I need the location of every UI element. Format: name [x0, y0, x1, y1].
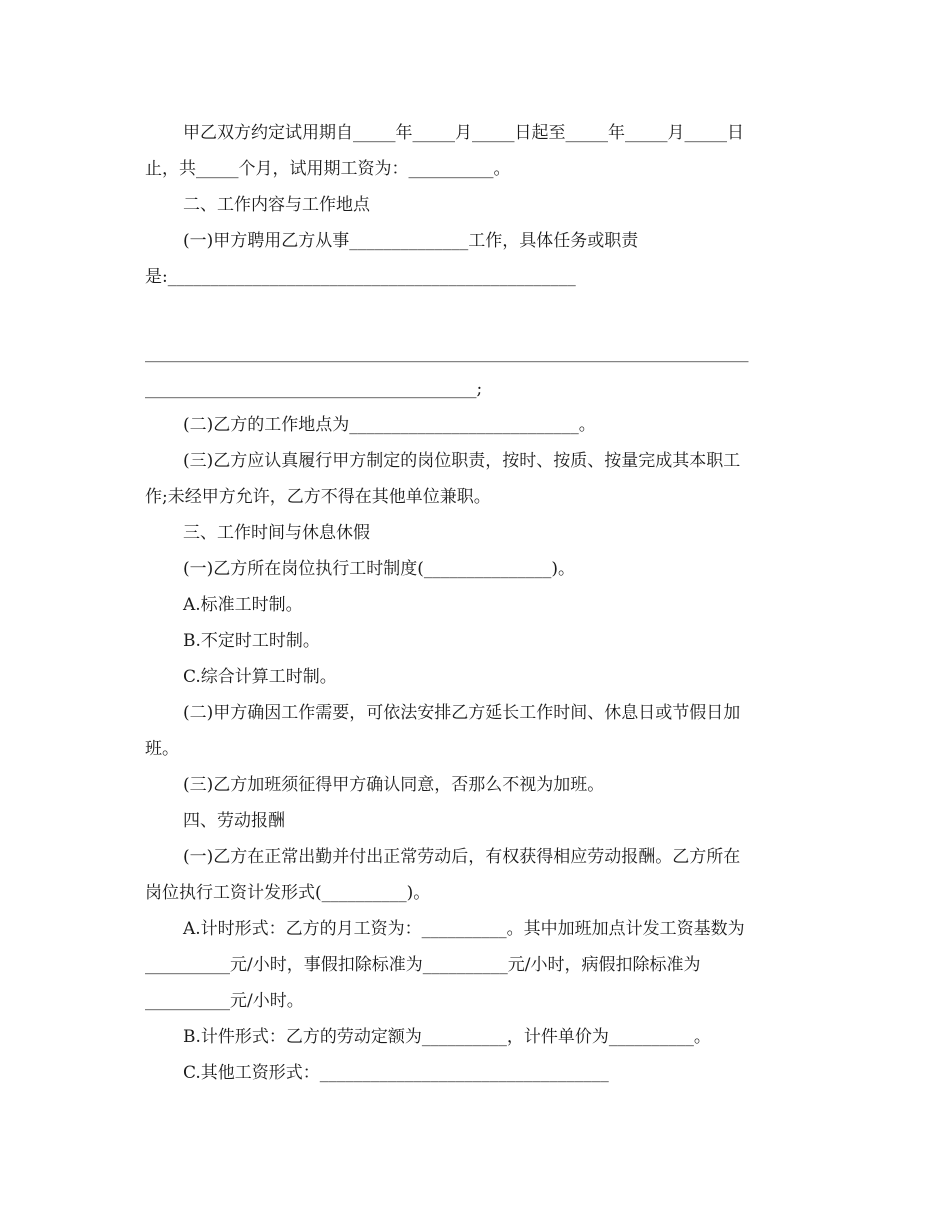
- option-a-standard-hours: A.标准工时制。: [183, 595, 303, 615]
- work-location-line: (二)乙方的工作地点为___________________________。: [183, 415, 596, 435]
- duties-clause-line-1: (三)乙方应认真履行甲方制定的岗位职责，按时、按质、按量完成其本职工: [183, 451, 741, 471]
- duties-clause-line-2: 作;未经甲方允许，乙方不得在其他单位兼职。: [145, 487, 491, 507]
- probation-salary-line: 止，共_____个月，试用期工资为：__________。: [145, 159, 511, 179]
- job-duties-blank-line-2: _______________________________________;: [145, 379, 483, 399]
- other-wage-form-line: C.其他工资形式：__________________________________: [183, 1063, 609, 1083]
- piecework-form-line: B.计件形式：乙方的劳动定额为__________，计件单价为__________。: [183, 1027, 711, 1047]
- section-4-heading: 四、劳动报酬: [183, 811, 285, 831]
- job-duties-line: 是:________________________________________________: [145, 267, 576, 287]
- job-duties-blank-line-1: _______________________________________________________________________: [145, 343, 749, 363]
- section-2-heading: 二、工作内容与工作地点: [183, 195, 370, 215]
- overtime-clause-line-1: (二)甲方确因工作需要，可依法安排乙方延长工作时间、休息日或节假日加: [183, 703, 741, 723]
- probation-period-line: 甲乙双方约定试用期自_____年_____月_____日起至_____年_____月_____日: [183, 123, 744, 143]
- hourly-form-line-1: A.计时形式：乙方的月工资为：__________。其中加班加点计发工资基数为: [183, 919, 745, 939]
- option-b-flexible-hours: B.不定时工时制。: [183, 631, 320, 651]
- remuneration-clause-line-2: 岗位执行工资计发形式(__________)。: [145, 883, 431, 903]
- job-content-line: (一)甲方聘用乙方从事______________工作，具体任务或职责: [183, 231, 639, 251]
- overtime-approval-line: (三)乙方加班须征得甲方确认同意，否那么不视为加班。: [183, 775, 605, 795]
- overtime-clause-line-2: 班。: [145, 739, 179, 759]
- hourly-form-line-2: __________元/小时，事假扣除标准为__________元/小时，病假扣除标准为: [145, 955, 701, 975]
- hourly-form-line-3: __________元/小时。: [145, 991, 304, 1011]
- option-c-comprehensive-hours: C.综合计算工时制。: [183, 667, 337, 687]
- work-hours-system-line: (一)乙方所在岗位执行工时制度(_______________)。: [183, 559, 576, 579]
- section-3-heading: 三、工作时间与休息休假: [183, 523, 370, 543]
- remuneration-clause-line-1: (一)乙方在正常出勤并付出正常劳动后，有权获得相应劳动报酬。乙方所在: [183, 847, 741, 867]
